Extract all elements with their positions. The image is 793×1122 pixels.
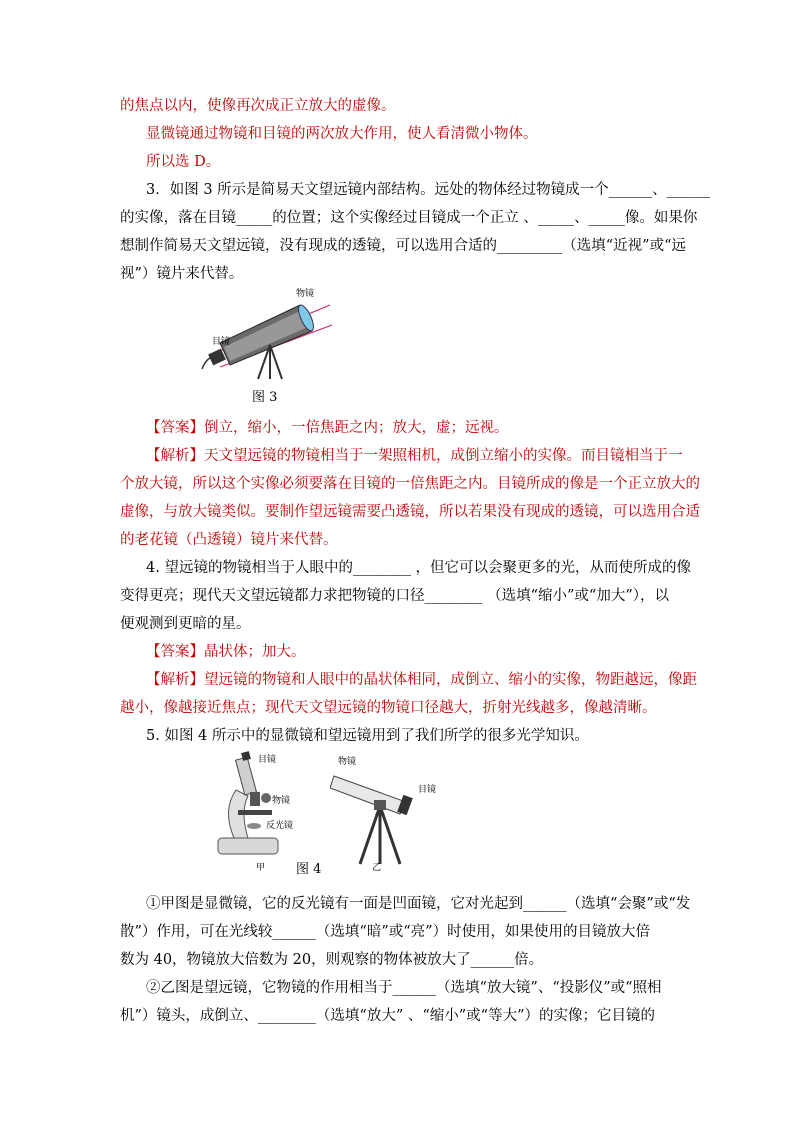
figure-3-objective-label: 物镜: [296, 289, 315, 299]
analysis-3-line: 虚像，与放大镜类似。要制作望远镜需要凸透镜，所以若果没有现成的透镜，可以选用合适: [120, 504, 700, 520]
question-5-line: 5. 如图 4 所示中的显微镜和望远镜用到了我们所学的很多光学知识。: [146, 728, 589, 744]
question-3-line: 的实像，落在目镜_____的位置；这个实像经过目镜成一个正立 、_____、_____像。如果你: [120, 210, 698, 226]
answer-text: 倒立，缩小，一倍焦距之内；放大，虚；远视。: [204, 420, 509, 436]
question-5-line: 机”）镜头，成倒立、________（选填“放大” 、“缩小”或“等大”）的实像；它目镜的: [120, 1008, 655, 1024]
answer-3: [146, 418, 509, 438]
answer-4: [146, 642, 306, 662]
microscope-mirror-label: 反光镜: [266, 821, 294, 831]
figure-4-left-caption: 甲: [256, 863, 266, 873]
figure-3-caption: 图 3: [252, 390, 278, 405]
answer-text: 晶状体；加大。: [204, 644, 306, 660]
text-line: 所以选 D。: [146, 154, 221, 170]
microscope-tube: [236, 757, 257, 795]
analysis-3-line: 个放大镜，所以这个实像必须要落在目镜的一倍焦距之内。目镜所成的像是一个正立放大的: [120, 476, 700, 492]
analysis-text: 天文望远镜的物镜相当于一架照相机，成倒立缩小的实像。而目镜相当于一: [204, 448, 683, 464]
question-3-line: 视”）镜片来代替。: [120, 266, 244, 282]
analysis-text: 望远镜的物镜和人眼中的晶状体相同，成倒立、缩小的实像，物距越远，像距: [204, 672, 697, 688]
figure-4-right-caption: 乙: [372, 863, 382, 873]
figure-4-microscope: [214, 750, 304, 860]
answer-tag: 【答案】: [146, 420, 204, 436]
figure-4-telescope: [330, 752, 440, 872]
telescope-eyepiece-label: 目镜: [418, 785, 437, 795]
question-5-line: ①甲图是显微镜，它的反光镜有一面是凹面镜，它对光起到______（选填“会聚”或“发: [146, 896, 691, 912]
analysis-3-line: [146, 446, 683, 466]
question-3-line: 想制作简易天文望远镜，没有现成的透镜，可以选用合适的_________（选填“近视”或“远: [120, 238, 686, 254]
question-3-line: 3．如图 3 所示是简易天文望远镜内部结构。远处的物体经过物镜成一个______、______: [146, 182, 711, 198]
question-5-line: ②乙图是望远镜，它物镜的作用相当于______（选填“放大镜”、“投影仪”或“照相: [146, 980, 662, 996]
analysis-4-line: 越小，像越接近焦点；现代天文望远镜的物镜口径越大，折射光线越多，像越清晰。: [120, 700, 657, 716]
question-5-line: 散”）作用，可在光线较______（选填“暗”或“亮”）时使用，如果使用的目镜放大倍: [120, 924, 651, 940]
telescope-objective-label: 物镜: [338, 757, 357, 767]
telescope-tube: [330, 776, 406, 814]
microscope-eyepiece-label: 目镜: [258, 755, 277, 765]
figure-3-eyepiece-label: 目镜: [212, 337, 231, 347]
microscope-objective-label: 物镜: [272, 796, 291, 806]
analysis-tag: 【解析】: [146, 672, 204, 688]
question-4-line: 4. 望远镜的物镜相当于人眼中的________ ，但它可以会聚更多的光，从而使所成的像: [146, 560, 692, 576]
figure-4-caption: 图 4: [296, 862, 322, 877]
question-4-line: 变得更亮；现代天文望远镜都力求把物镜的口径________ （选填“缩小”或“加大”），以: [120, 588, 670, 604]
analysis-3-line: 的老花镜（凸透镜）镜片来代替。: [120, 532, 338, 548]
figure-3-telescope: [200, 283, 340, 383]
question-4-line: 便观测到更暗的星。: [120, 616, 251, 632]
answer-tag: 【答案】: [146, 644, 204, 660]
text-line: 显微镜通过物镜和目镜的两次放大作用，使人看清微小物体。: [146, 126, 538, 142]
analysis-tag: 【解析】: [146, 448, 204, 464]
text-line: 的焦点以内，使像再次成正立放大的虚像。: [120, 98, 396, 114]
question-5-line: 数为 40，物镜放大倍数为 20，则观察的物体被放大了______倍。: [120, 952, 544, 968]
analysis-4-line: [146, 670, 697, 690]
